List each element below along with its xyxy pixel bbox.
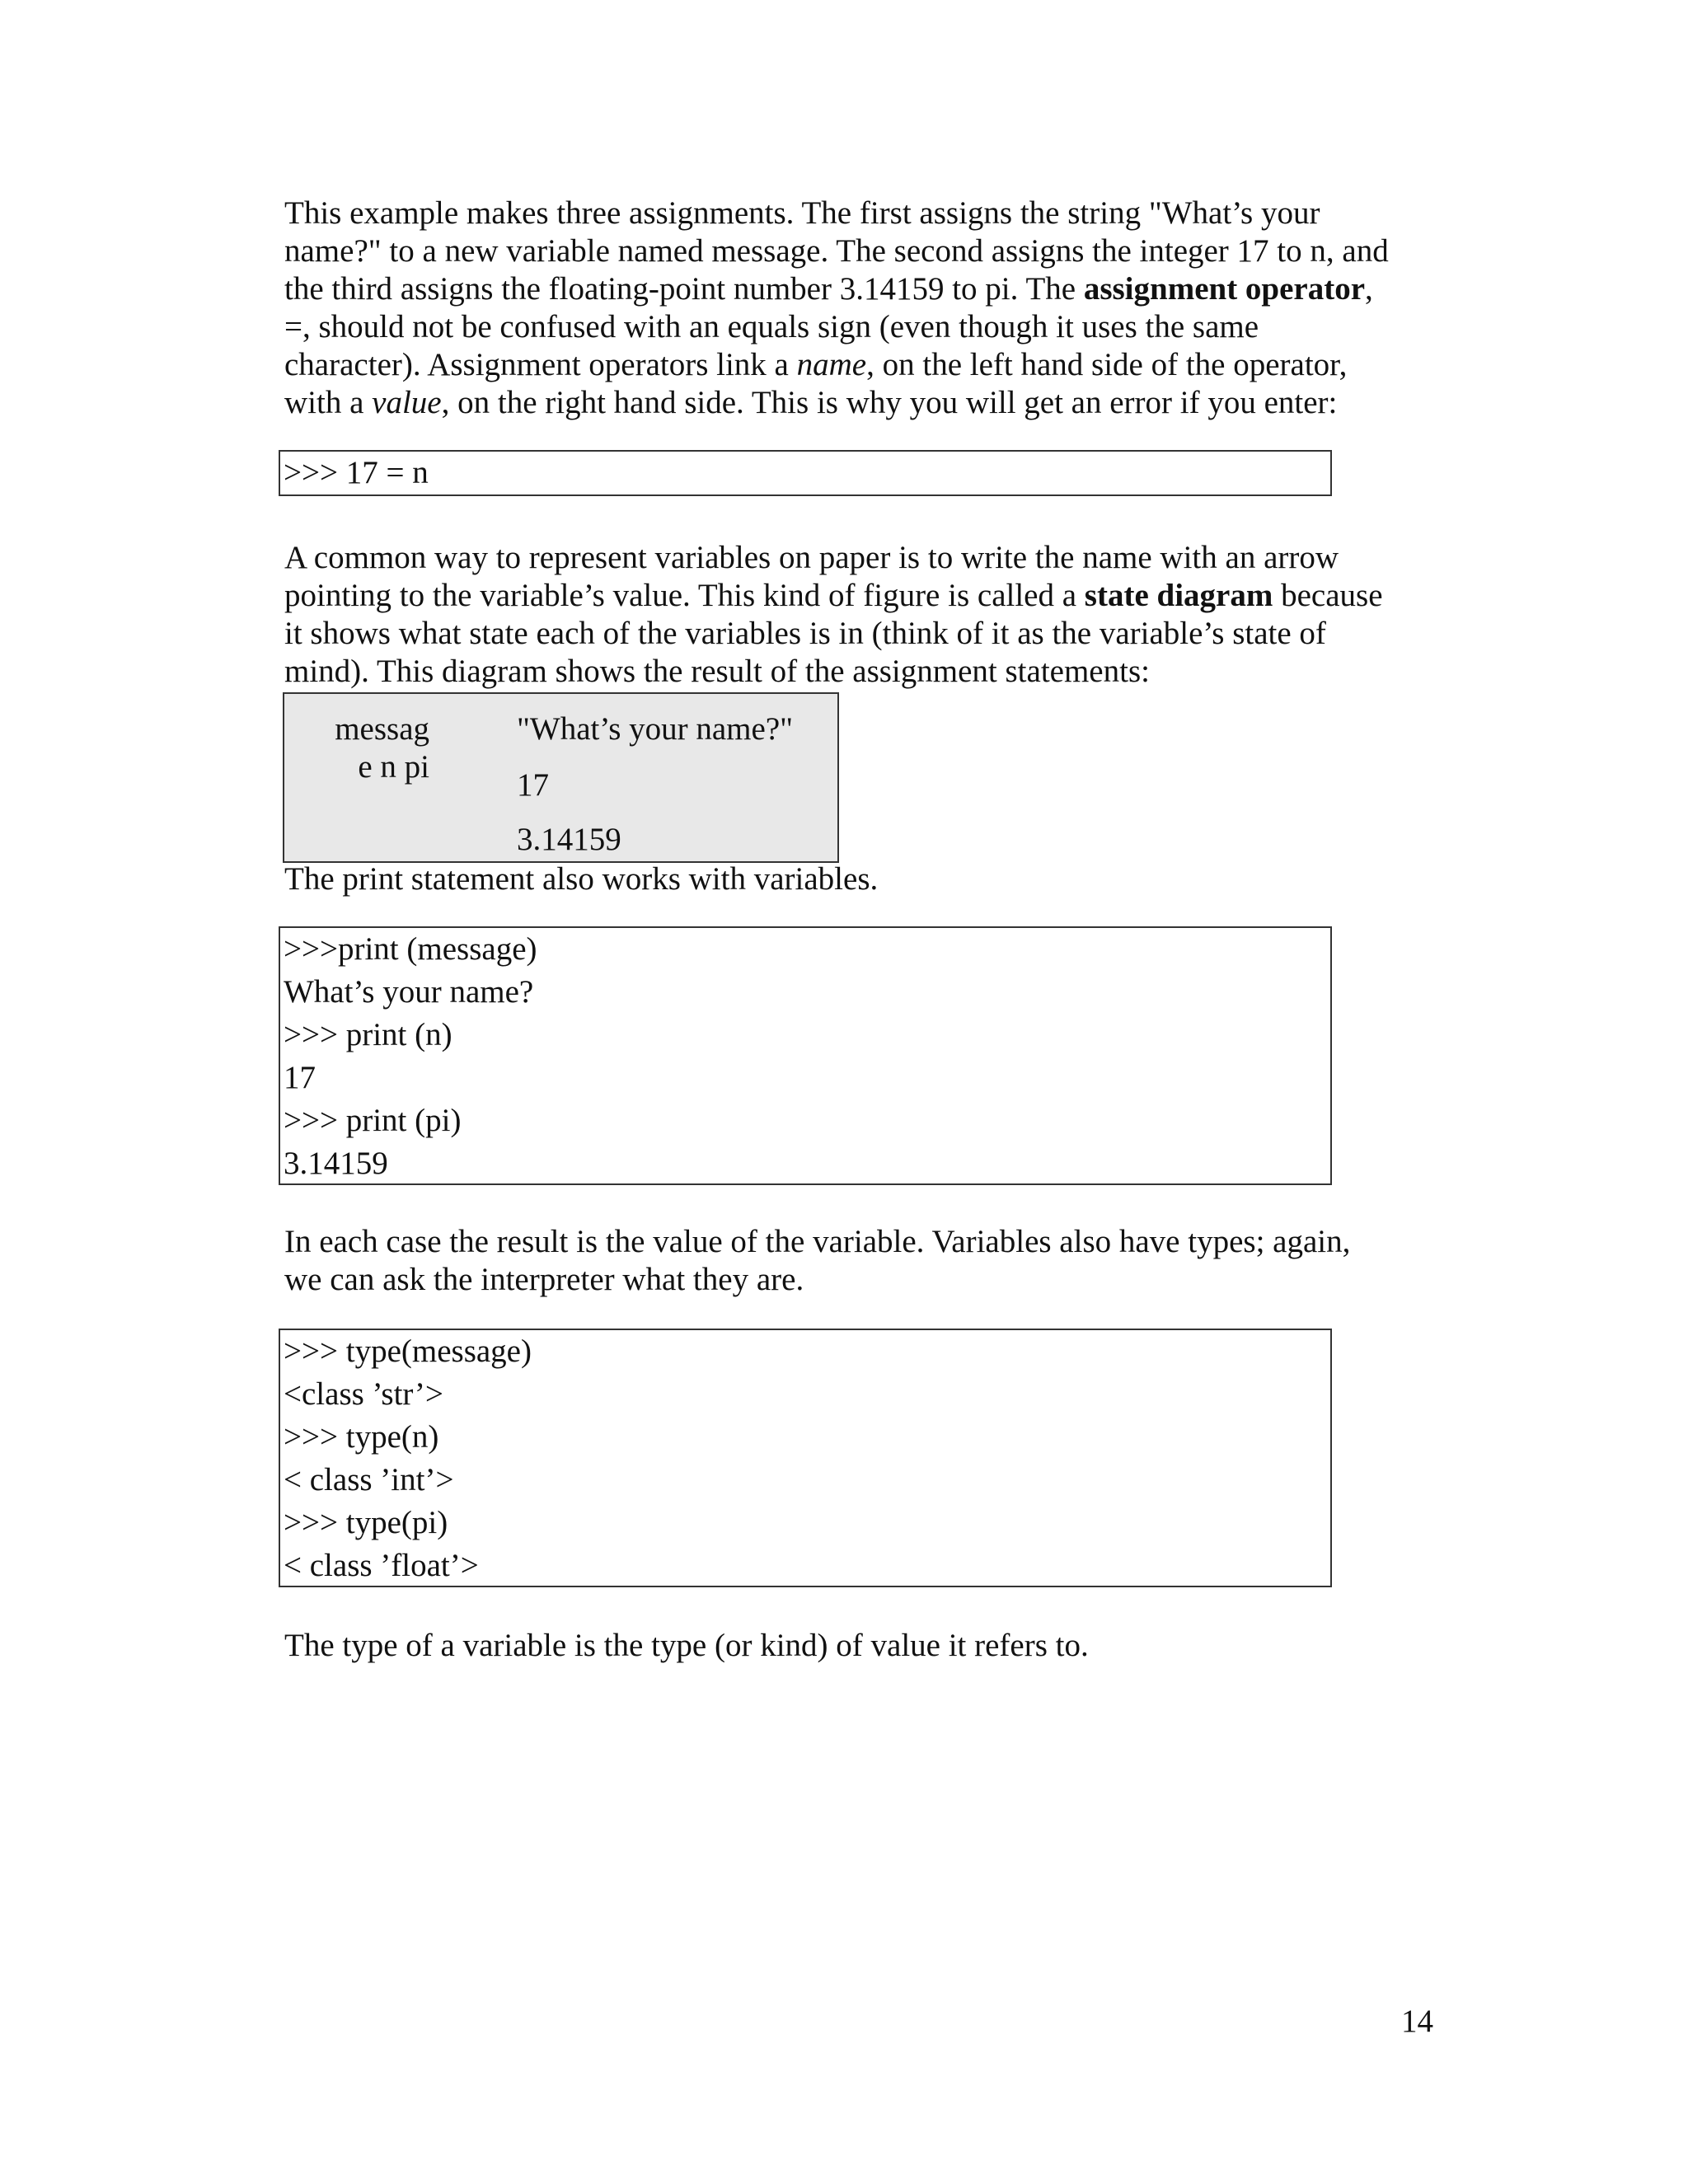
- code-line: What’s your name?: [284, 974, 534, 1010]
- emphasis-value: value: [372, 385, 442, 420]
- code-line: >>> print (n): [284, 1017, 452, 1052]
- code-line: >>>print (message): [284, 931, 537, 967]
- text-line: [284, 384, 1438, 422]
- variable-names: [322, 710, 429, 786]
- text-line: In each case the result is the value of the variable. Variables also have types; again,: [284, 1224, 1351, 1259]
- text-run: ,: [1365, 271, 1373, 307]
- text-run: the third assigns the floating-point number 3.14159 to pi. The: [284, 271, 1084, 307]
- code-line: 3.14159: [284, 1146, 388, 1181]
- code-line: 17: [284, 1060, 316, 1095]
- text-run: character). Assignment operators link a: [284, 347, 797, 382]
- code-box-type-examples: [279, 1329, 1332, 1587]
- code-line: <class ’str’>: [284, 1376, 443, 1412]
- code-line: >>> print (pi): [284, 1103, 462, 1138]
- text-line: =, should not be confused with an equals sign (even though it uses the same: [284, 309, 1259, 344]
- text-line: [284, 577, 1438, 615]
- text-line: [284, 270, 1438, 308]
- text-line: A common way to represent variables on paper is to write the name with an arrow: [284, 540, 1339, 575]
- text-run: , on the left hand side of the operator,: [866, 347, 1348, 382]
- text-run: with a: [284, 385, 373, 420]
- text-line: it shows what state each of the variables is in (think of it as the variable’s state of: [284, 616, 1326, 651]
- state-diagram: [283, 692, 839, 863]
- code-line: >>> type(message): [284, 1333, 532, 1369]
- text-line: [284, 346, 1438, 384]
- text-line: name?" to a new variable named message. The second assigns the integer 17 to n, and: [284, 233, 1389, 269]
- code-line: < class ’float’>: [284, 1548, 479, 1583]
- term-state-diagram: state diagram: [1084, 578, 1273, 613]
- text-line: The print statement also works with variables.: [284, 861, 879, 897]
- state-diagram-paragraph: [284, 539, 1438, 691]
- code-line: >>> type(pi): [284, 1505, 448, 1540]
- closing-paragraph: [284, 1627, 1438, 1665]
- types-paragraph: [284, 1223, 1438, 1299]
- value-n: 17: [517, 767, 549, 803]
- code-line: >>> type(n): [284, 1419, 439, 1455]
- text-line: we can ask the interpreter what they are.: [284, 1262, 804, 1297]
- variable-names-line: e n pi: [358, 749, 429, 785]
- code-box-print-examples: [279, 926, 1332, 1185]
- emphasis-name: name: [796, 347, 867, 382]
- text-run: , on the right hand side. This is why you will get an error if you enter:: [441, 385, 1338, 420]
- code-box-error-example: [279, 450, 1332, 496]
- text-run: because: [1273, 578, 1383, 613]
- text-line: This example makes three assignments. The first assigns the string "What’s your: [284, 195, 1320, 231]
- value-pi: 3.14159: [517, 822, 621, 857]
- text-run: pointing to the variable’s value. This kind of figure is called a: [284, 578, 1085, 613]
- value-message: "What’s your name?": [517, 711, 794, 747]
- term-assignment-operator: assignment operator: [1083, 271, 1366, 307]
- code-line: >>> 17 = n: [284, 455, 429, 490]
- text-line: The type of a variable is the type (or kind) of value it refers to.: [284, 1628, 1089, 1663]
- print-paragraph: [284, 860, 1438, 898]
- text-line: mind). This diagram shows the result of the assignment statements:: [284, 654, 1150, 689]
- code-line: < class ’int’>: [284, 1462, 454, 1497]
- variable-names-line: messag: [335, 711, 429, 747]
- intro-paragraph: [284, 194, 1438, 422]
- page-number: 14: [1401, 2004, 1433, 2039]
